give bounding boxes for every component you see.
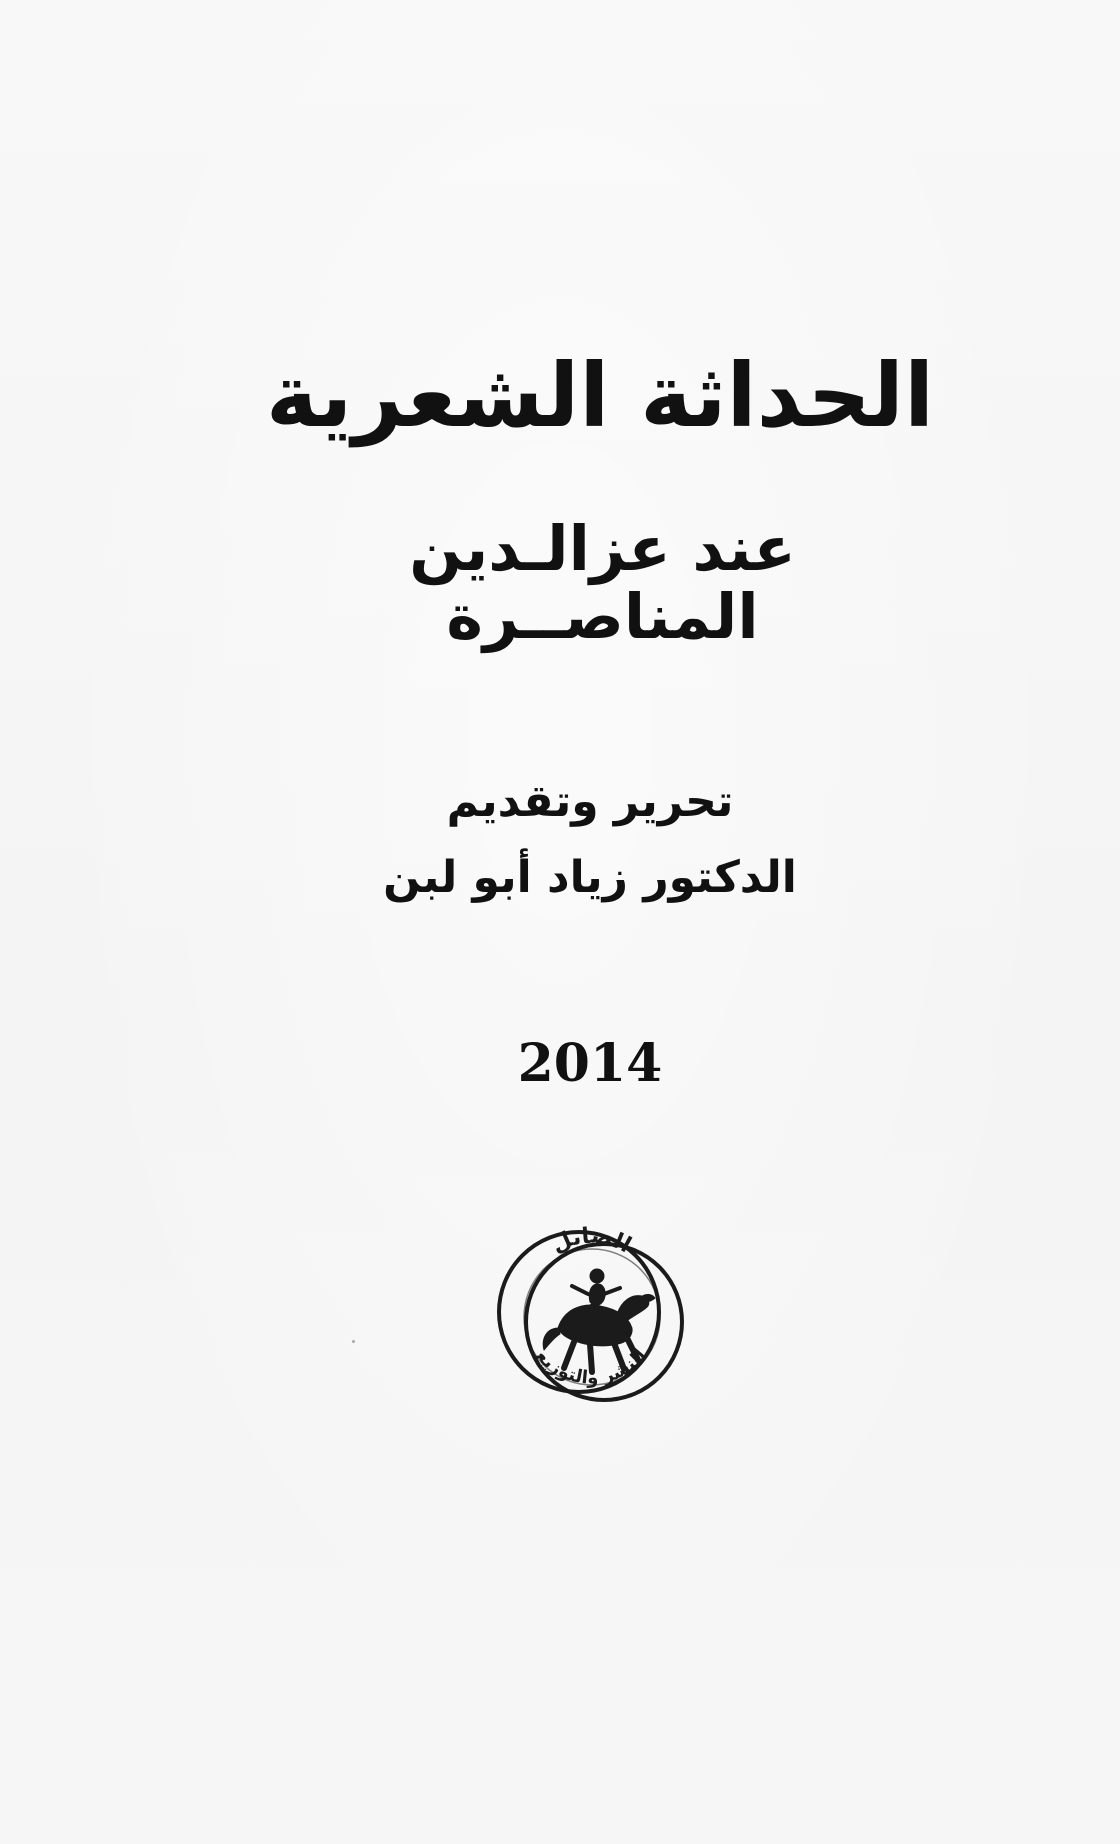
publisher-name-top: الصايل xyxy=(548,1223,636,1259)
publisher-name-bottom: للنشر والتوزيع xyxy=(531,1345,651,1389)
editor-name: الدكتور زياد أبو لبن xyxy=(383,852,797,903)
svg-text:الصايل xyxy=(548,1223,635,1258)
horse-rider-seal-icon xyxy=(486,1210,696,1420)
horse-rider-silhouette xyxy=(543,1269,655,1372)
editor-credit-label: تحرير وتقديم xyxy=(446,776,734,827)
book-title: الحداثة الشعرية xyxy=(265,344,935,447)
scan-speck xyxy=(352,1340,355,1343)
publication-year: 2014 xyxy=(517,1033,663,1094)
book-subtitle: عند عزالـدين المناصــرة xyxy=(409,512,796,654)
publisher-logo xyxy=(486,1210,696,1420)
